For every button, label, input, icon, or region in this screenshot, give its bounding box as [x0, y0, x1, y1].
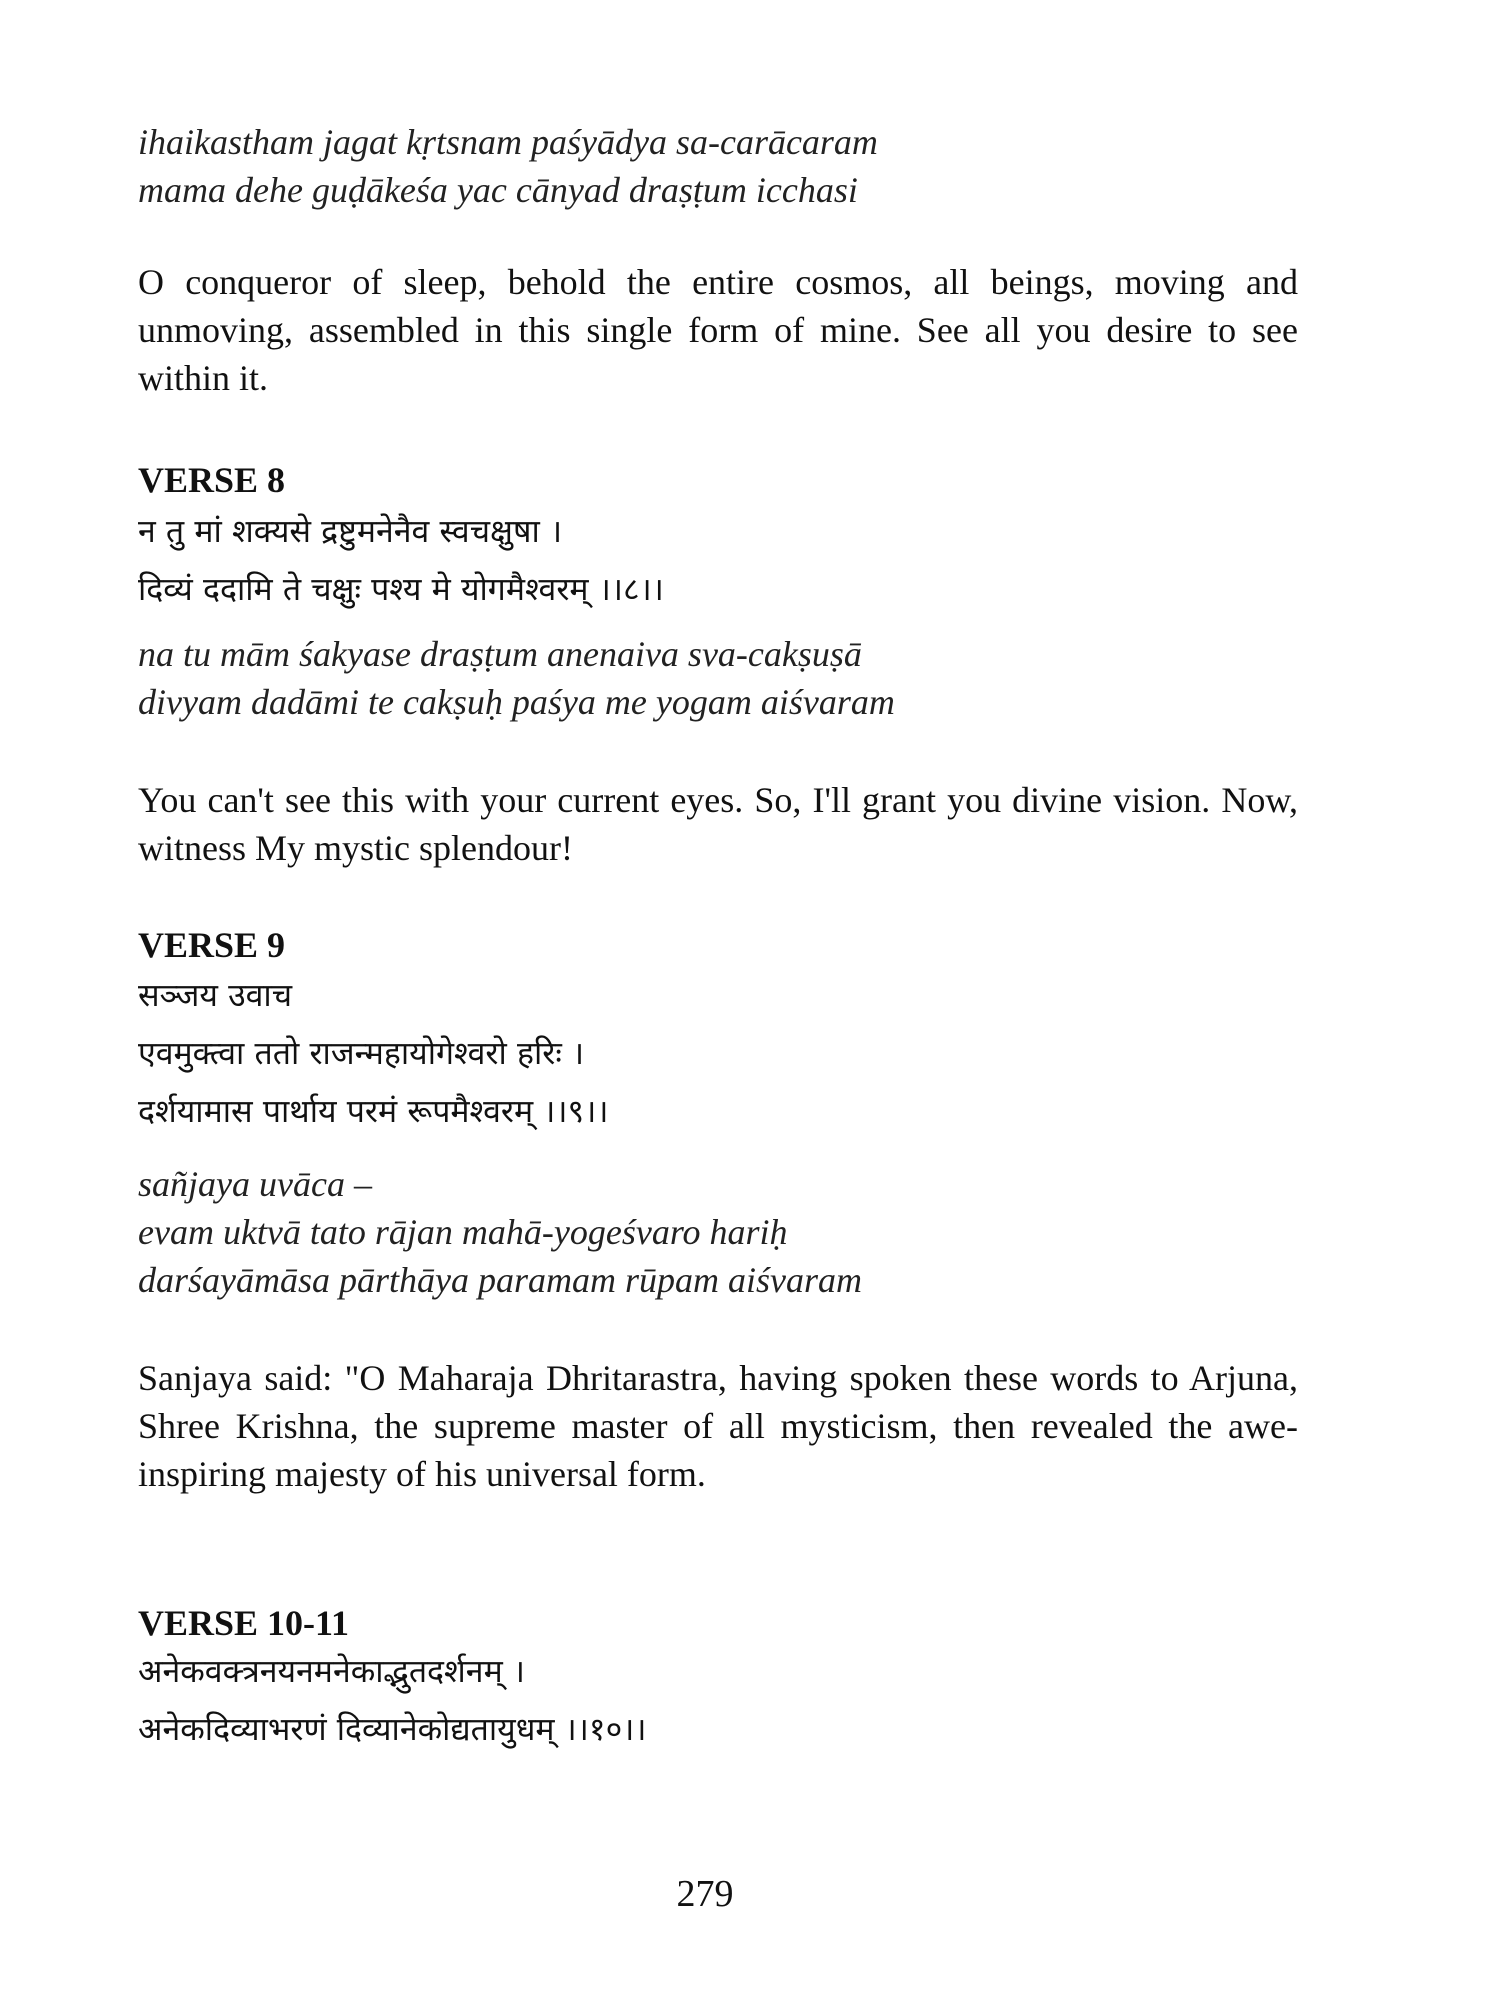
verse8-transliteration: [138, 630, 1298, 726]
verse9-translation: Sanjaya said: "O Maharaja Dhritarastra, having spoken these words to Arjuna, Shree Krishna, the supreme master of all mysticism, then revealed the awe-inspiring majesty of his universal form.: [138, 1358, 1298, 1494]
page-number: 279: [676, 1873, 734, 1915]
verse8-translation: You can't see this with your current eyes. So, I'll grant you divine vision. Now, witness My mystic splendour!: [138, 780, 1298, 868]
verse10-sanskrit: [138, 1642, 1298, 1758]
translit-line: darśayāmāsa pārthāya paramam rūpam aiśvaram: [138, 1260, 863, 1300]
translit-line: mama dehe guḍākeśa yac cānyad draṣṭum icchasi: [138, 170, 858, 210]
verse9-transliteration: [138, 1160, 1298, 1304]
verse9-sanskrit: [138, 966, 1298, 1140]
sanskrit-line: न तु मां शक्यसे द्रष्टुमनेनैव स्वचक्षुषा ।: [138, 512, 563, 550]
sanskrit-line: सञ्जय उवाच: [138, 976, 293, 1014]
translit-line: ihaikastham jagat kṛtsnam paśyādya sa-carācaram: [138, 122, 878, 162]
translit-line: sañjaya uvāca –: [138, 1164, 372, 1204]
verse7-transliteration: [138, 118, 1298, 214]
sanskrit-line: दिव्यं ददामि ते चक्षुः पश्य मे योगमैश्वरम् ।।८।।: [138, 570, 664, 608]
sanskrit-line: दर्शयामास पार्थाय परमं रूपमैश्वरम् ।।९।।: [138, 1092, 609, 1130]
sanskrit-line: अनेकवक्त्रनयनमनेकाद्भुतदर्शनम् ।: [138, 1652, 526, 1690]
verse8-sanskrit: [138, 502, 1298, 618]
translit-line: na tu mām śakyase draṣṭum anenaiva sva-cakṣuṣā: [138, 634, 862, 674]
verse8-heading: VERSE 8: [138, 460, 286, 500]
verse7-translation: O conqueror of sleep, behold the entire cosmos, all beings, moving and unmoving, assembled in this single form of mine. See all you desire to see within it.: [138, 262, 1298, 398]
sanskrit-line: एवमुक्त्वा ततो राजन्महायोगेश्वरो हरिः ।: [138, 1034, 585, 1072]
translit-line: divyam dadāmi te cakṣuḥ paśya me yogam aiśvaram: [138, 682, 895, 722]
verse10-heading: VERSE 10-11: [138, 1603, 350, 1643]
translit-line: evam uktvā tato rājan mahā-yogeśvaro hariḥ: [138, 1212, 788, 1252]
sanskrit-line: अनेकदिव्याभरणं दिव्यानेकोद्यतायुधम् ।।१०।।: [138, 1710, 647, 1748]
verse9-heading: VERSE 9: [138, 925, 286, 965]
